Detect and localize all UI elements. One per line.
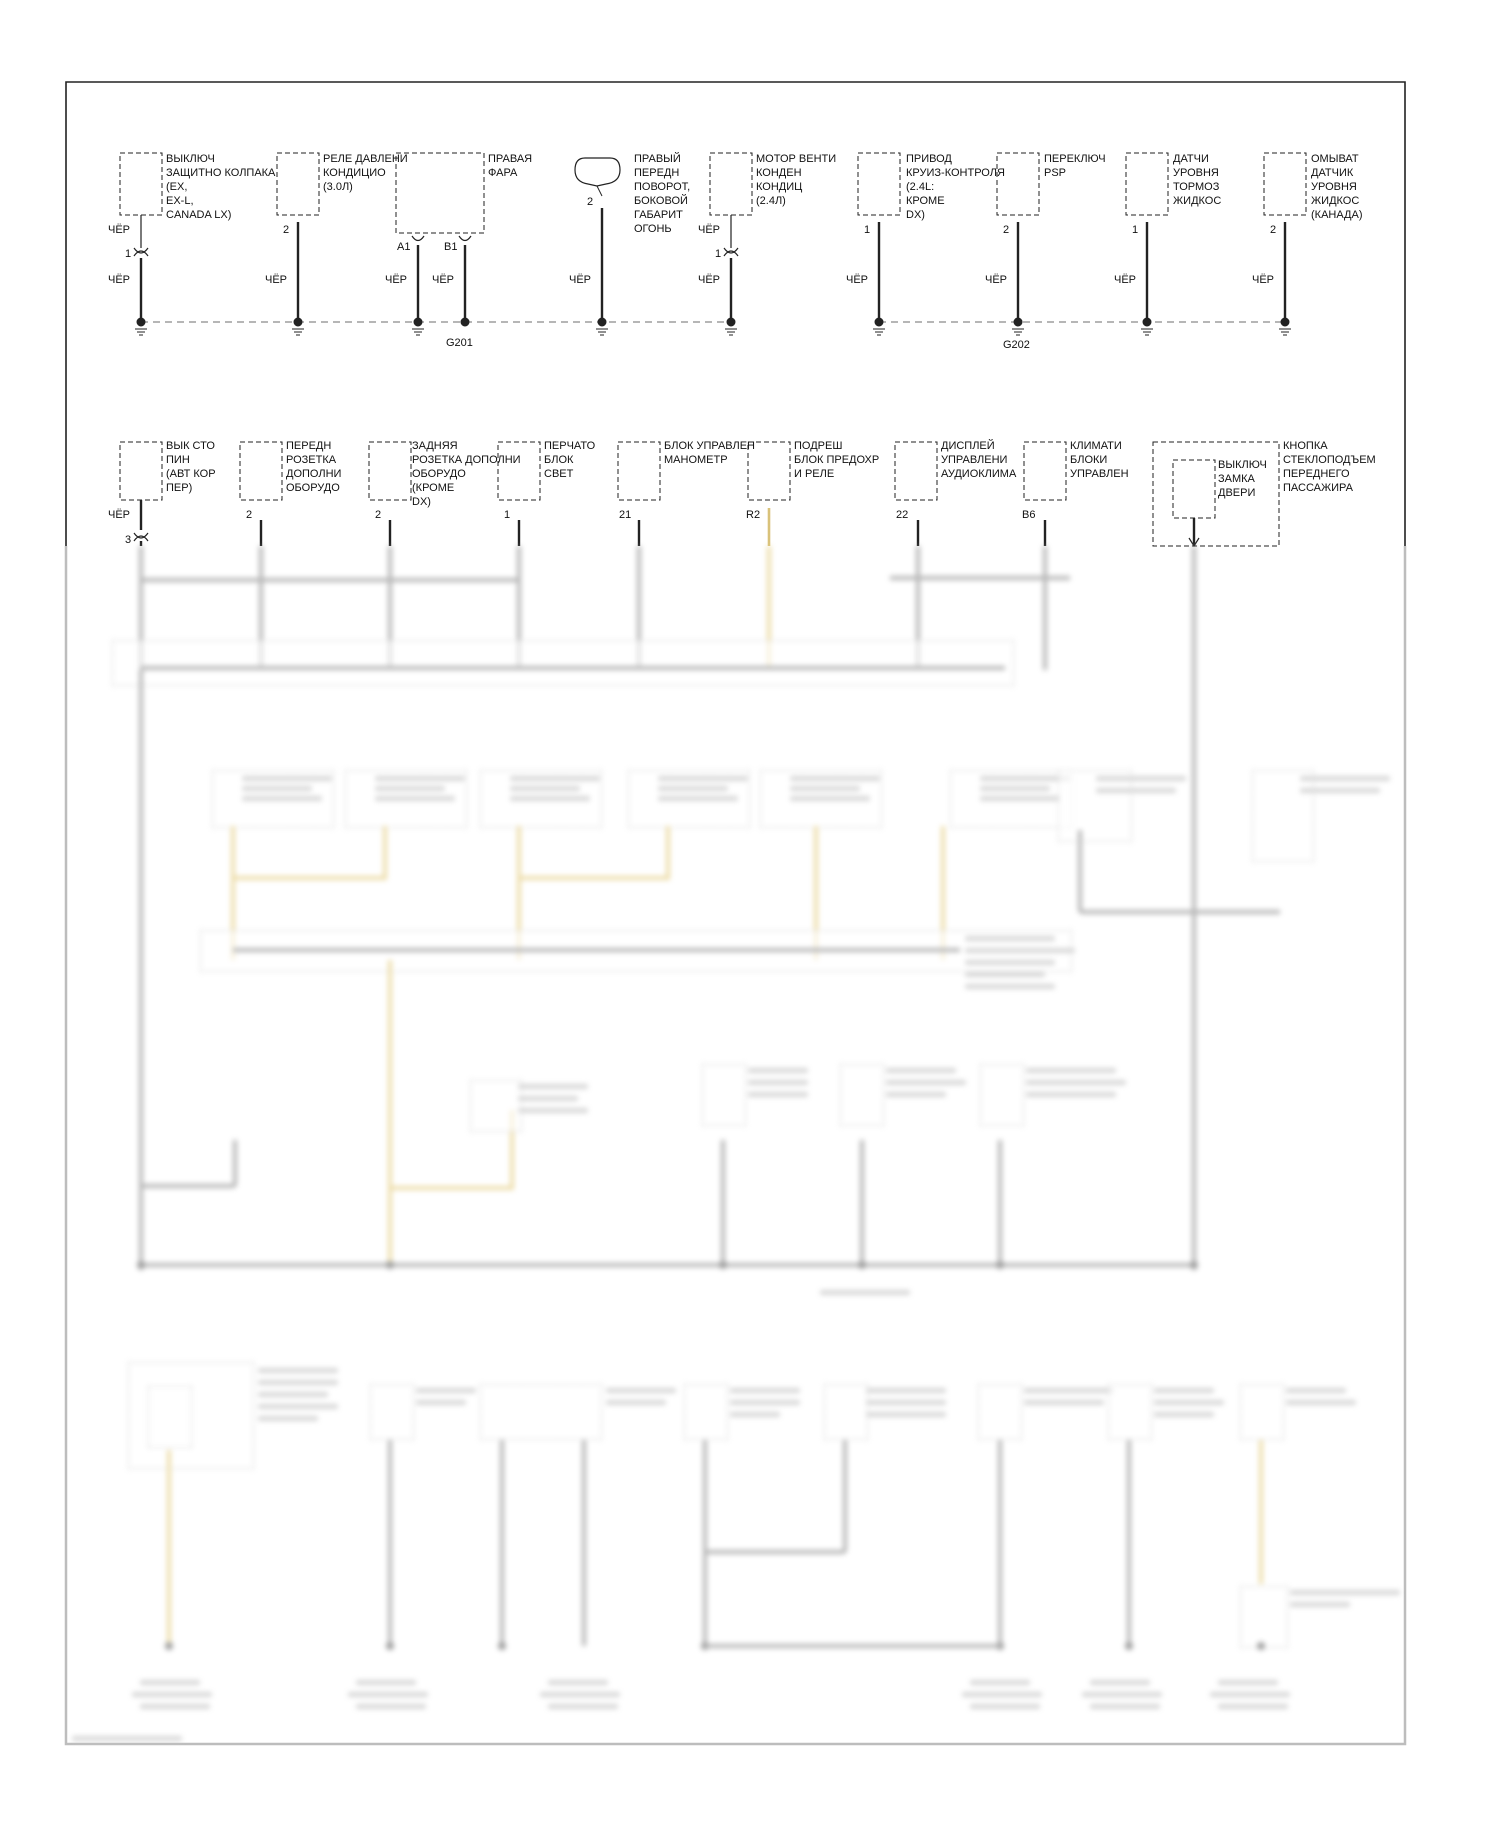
component-label: ПОДРЕШ	[794, 440, 843, 452]
faded-wire	[703, 1440, 707, 1646]
component-label: ПЕРЕДНЕГО	[1283, 468, 1350, 480]
connector-box	[618, 442, 660, 500]
faded-label	[730, 1400, 800, 1405]
faded-label	[658, 796, 738, 801]
pin-number: 1	[1132, 224, 1139, 236]
faded-lower-diagram	[66, 546, 1410, 1758]
row2-forks	[134, 533, 1199, 546]
faded-wire	[233, 1140, 237, 1186]
faded-label	[258, 1404, 338, 1409]
connector-box	[396, 153, 484, 233]
faded-wire	[167, 1450, 171, 1646]
faded-wire	[721, 1140, 725, 1265]
pin-number: 2	[1270, 224, 1277, 236]
faded-label	[1286, 1400, 1356, 1405]
faded-component	[1240, 1586, 1288, 1648]
faded-label	[1210, 1692, 1290, 1697]
faded-label	[1286, 1388, 1346, 1393]
faded-label	[1026, 1092, 1116, 1097]
pin-number: 1	[864, 224, 871, 236]
component-label: (КРОМЕ	[412, 482, 455, 494]
faded-component	[824, 1384, 868, 1440]
component-label: ПЕРЕДН	[286, 440, 332, 452]
faded-label	[965, 972, 1045, 977]
faded-label	[540, 1692, 620, 1697]
faded-label	[510, 796, 590, 801]
pin-number: 1	[125, 248, 132, 260]
component-label: СВЕТ	[544, 468, 574, 480]
wire-color-label: ЧЁР	[432, 274, 455, 286]
component-label: ЗАЩИТНО КОЛПАКА	[166, 167, 276, 179]
connector-box	[858, 153, 900, 215]
connector-box	[277, 153, 319, 215]
faded-wire	[705, 1644, 1000, 1648]
pin-number: 3	[125, 534, 132, 546]
faded-label	[820, 1290, 910, 1295]
faded-label	[1218, 1704, 1288, 1709]
faded-wire	[1259, 1440, 1263, 1584]
pin-number: 1	[715, 248, 722, 260]
faded-wire	[1192, 546, 1196, 1270]
faded-label	[748, 1092, 808, 1097]
component-label: ОГОНЬ	[634, 223, 672, 235]
wire-color-label: ЧЁР	[385, 274, 408, 286]
faded-component	[148, 1386, 192, 1448]
faded-ground	[719, 1261, 727, 1269]
component-label: УПРАВЛЕНИ	[941, 454, 1008, 466]
faded-label	[866, 1388, 946, 1393]
faded-label	[1024, 1400, 1104, 1405]
component-label: АУДИОКЛИМА	[941, 468, 1017, 480]
faded-ground	[1125, 1642, 1133, 1650]
faded-label	[375, 796, 455, 801]
faded-label	[242, 796, 322, 801]
faded-label	[866, 1400, 946, 1405]
component-label: МОТОР ВЕНТИ	[756, 153, 837, 165]
component-label: ТОРМОЗ	[1173, 181, 1220, 193]
component-label: БЛОКИ	[1070, 454, 1108, 466]
faded-label	[748, 1068, 808, 1073]
faded-label	[965, 948, 1075, 953]
component-label: ОМЫВАТ	[1311, 153, 1359, 165]
faded-label	[416, 1400, 466, 1405]
pin-number: A1	[397, 241, 411, 253]
faded-label	[658, 786, 728, 791]
pin-number: B1	[444, 241, 458, 253]
faded-label	[510, 786, 580, 791]
faded-label	[980, 786, 1050, 791]
faded-ground	[386, 1261, 394, 1269]
faded-wire	[582, 1440, 586, 1646]
connector-box	[895, 442, 937, 500]
pin-number: R2	[746, 509, 761, 521]
pin-number: B6	[1022, 509, 1036, 521]
row2-wires	[141, 500, 1194, 546]
faded-label	[510, 776, 600, 781]
faded-ground	[996, 1261, 1004, 1269]
faded-ground	[137, 1261, 145, 1269]
wire-color-label: ЧЁР	[1252, 274, 1275, 286]
faded-label	[980, 776, 1070, 781]
faded-label	[1154, 1400, 1224, 1405]
component-label: И РЕЛЕ	[794, 468, 835, 480]
component-label: БОКОВОЙ	[634, 195, 688, 207]
faded-label	[1096, 776, 1186, 781]
faded-component	[480, 1384, 602, 1440]
faded-label	[1218, 1680, 1278, 1685]
pin-number: 21	[619, 509, 632, 521]
component-label: КОНДЕН	[756, 167, 802, 179]
component-label: СТЕКЛОПОДЪЕМ	[1283, 454, 1376, 466]
component-label: ПЕРЕКЛЮЧ	[1044, 153, 1106, 165]
component-label: УРОВНЯ	[1311, 181, 1357, 193]
component-label: EX-L,	[166, 195, 194, 207]
faded-wire	[141, 1184, 235, 1188]
component-label: ГАБАРИТ	[634, 209, 683, 221]
faded-label	[1090, 1704, 1160, 1709]
faded-wire	[139, 670, 143, 1270]
bulb-stem	[597, 186, 602, 196]
component-label: ПРИВОД	[906, 153, 952, 165]
faded-wire	[998, 1140, 1002, 1265]
faded-label	[375, 786, 445, 791]
faded-wire	[390, 1186, 512, 1190]
component-label: УРОВНЯ	[1173, 167, 1219, 179]
faded-label	[1300, 776, 1390, 781]
wire-color-label: ЧЁР	[1114, 274, 1137, 286]
wire-color-label: ЧЁР	[265, 274, 288, 286]
faded-label	[658, 776, 748, 781]
faded-label	[1290, 1590, 1400, 1595]
component-label: ВЫКЛЮЧ	[1218, 459, 1267, 471]
faded-wire	[141, 1263, 1194, 1267]
faded-wire	[1127, 1440, 1131, 1646]
faded-component	[1252, 770, 1314, 862]
component-label: (3.0Л)	[323, 181, 353, 193]
faded-bus	[112, 640, 1014, 686]
faded-component	[1240, 1384, 1284, 1440]
wire-color-label: ЧЁР	[698, 224, 721, 236]
faded-label	[965, 960, 1055, 965]
wire-color-label: ЧЁР	[108, 224, 131, 236]
component-label: (2.4L:	[906, 181, 935, 193]
connector-box	[369, 442, 411, 500]
component-label: ДИСПЛЕЙ	[941, 440, 995, 452]
faded-label	[518, 1096, 578, 1101]
faded-label	[970, 1680, 1030, 1685]
faded-component	[370, 1384, 414, 1440]
component-label: ПРАВАЯ	[488, 153, 533, 165]
pin-number: 2	[1003, 224, 1010, 236]
faded-label	[970, 1704, 1040, 1709]
faded-label	[1026, 1068, 1116, 1073]
ground-ticks-row1	[135, 329, 1291, 335]
faded-label	[1090, 1680, 1150, 1685]
faded-wire	[998, 1440, 1002, 1646]
component-label: ЗАМКА	[1218, 473, 1255, 485]
faded-label	[790, 796, 870, 801]
faded-label	[886, 1092, 946, 1097]
faded-label	[730, 1412, 780, 1417]
connector-box	[240, 442, 282, 500]
faded-label	[748, 1080, 808, 1085]
faded-label	[1300, 788, 1380, 793]
component-label: КОНДИЦИО	[323, 167, 386, 179]
component-label: БЛОК	[544, 454, 574, 466]
wire-color-label: ЧЁР	[698, 274, 721, 286]
faded-wire	[233, 948, 960, 952]
faded-label	[962, 1692, 1042, 1697]
faded-label	[258, 1392, 328, 1397]
faded-label	[1024, 1388, 1114, 1393]
component-label: ДОПОЛНИ	[286, 468, 342, 480]
faded-wire	[1043, 546, 1047, 670]
faded-component	[840, 1064, 884, 1126]
faded-label	[242, 786, 312, 791]
faded-label	[132, 1692, 212, 1697]
faded-label	[606, 1400, 666, 1405]
component-label: DX)	[906, 209, 925, 221]
wire-color-label: ЧЁР	[108, 274, 131, 286]
faded-wire	[500, 1440, 504, 1646]
faded-label	[416, 1388, 476, 1393]
faded-label	[790, 786, 860, 791]
component-label: ПИН	[166, 454, 190, 466]
faded-label	[348, 1692, 428, 1697]
wire-color-label: ЧЁР	[846, 274, 869, 286]
faded-ground	[498, 1642, 506, 1650]
component-label: РОЗЕТКА ДОПОЛНИ	[412, 454, 521, 466]
connector-box	[997, 153, 1039, 215]
faded-wire	[860, 1140, 864, 1265]
faded-ground	[386, 1642, 394, 1650]
faded-label	[356, 1704, 426, 1709]
faded-label	[790, 776, 880, 781]
component-label: УПРАВЛЕН	[1070, 468, 1129, 480]
component-label: (КАНАДА)	[1311, 209, 1363, 221]
faded-wire	[843, 1440, 847, 1552]
component-label: ДВЕРИ	[1218, 487, 1256, 499]
faded-label	[356, 1680, 416, 1685]
faded-label	[730, 1388, 800, 1393]
faded-wire	[388, 1440, 392, 1646]
connector-box	[1024, 442, 1066, 500]
component-label: ОБОРУДО	[286, 482, 340, 494]
faded-wire	[890, 576, 1070, 580]
component-label: БЛОК УПРАВЛЕН	[664, 440, 756, 452]
component-label: КЛИМАТИ	[1070, 440, 1122, 452]
faded-wire	[141, 578, 519, 582]
faded-label	[140, 1704, 210, 1709]
connector-box-inner	[1173, 460, 1215, 518]
component-label: DX)	[412, 496, 431, 508]
component-label: ПЕР)	[166, 482, 193, 494]
component-label: ПЕРЧАТО	[544, 440, 596, 452]
component-label: (АВТ КОР	[166, 468, 216, 480]
faded-wire	[141, 666, 1005, 670]
faded-label	[886, 1080, 966, 1085]
faded-wire	[705, 1550, 845, 1554]
wire-color-label: ЧЁР	[108, 509, 131, 521]
faded-wire	[388, 960, 392, 1265]
component-label: ДАТЧИ	[1173, 153, 1209, 165]
component-label: РОЗЕТКА	[286, 454, 337, 466]
connector-box	[120, 153, 162, 215]
component-label: ПАССАЖИРА	[1283, 482, 1353, 494]
ground-label-g202: G202	[1003, 339, 1030, 351]
component-label: МАНОМЕТР	[664, 454, 728, 466]
connector-box	[498, 442, 540, 500]
faded-component	[978, 1384, 1022, 1440]
component-label: PSP	[1044, 167, 1067, 179]
connector-box	[120, 442, 162, 500]
faded-component	[702, 1064, 746, 1126]
pin-number: 22	[896, 509, 909, 521]
faded-label	[886, 1068, 956, 1073]
faded-component	[980, 1064, 1024, 1126]
wire-color-label: ЧЁР	[985, 274, 1008, 286]
component-label: БЛОК ПРЕДОХР	[794, 454, 880, 466]
faded-label	[1082, 1692, 1162, 1697]
component-label: ФАРА	[488, 167, 518, 179]
component-label: (EX,	[166, 181, 188, 193]
connector-box	[710, 153, 752, 215]
faded-label	[518, 1084, 588, 1089]
component-label: РЕЛЕ ДАВЛЕНИ	[323, 153, 408, 165]
pin-number: 2	[587, 196, 594, 208]
faded-label	[258, 1416, 318, 1421]
faded-wire	[519, 876, 668, 880]
component-label: КНОПКА	[1283, 440, 1328, 452]
component-label: ПЕРЕДН	[634, 167, 680, 179]
faded-wire	[666, 826, 670, 880]
faded-label	[965, 936, 1055, 941]
faded-label	[606, 1388, 676, 1393]
component-label: ЗАДНЯЯ	[412, 440, 458, 452]
pin-number: 2	[283, 224, 290, 236]
component-label: ПОВОРОТ,	[634, 181, 691, 193]
component-label: ДАТЧИК	[1311, 167, 1354, 179]
connector-box	[1126, 153, 1168, 215]
faded-wire	[1078, 830, 1082, 912]
faded-component	[470, 1080, 522, 1132]
faded-component	[1108, 1384, 1152, 1440]
faded-label	[1026, 1080, 1126, 1085]
faded-label	[1154, 1412, 1214, 1417]
pin-number: 2	[375, 509, 382, 521]
faded-ground	[858, 1261, 866, 1269]
faded-label	[242, 776, 332, 781]
faded-ground	[1190, 1261, 1198, 1269]
wire-color-label: ЧЁР	[569, 274, 592, 286]
bulb-icon	[575, 158, 620, 186]
faded-label	[980, 796, 1060, 801]
row1-connectors	[120, 153, 1306, 233]
component-label: КОНДИЦ	[756, 181, 803, 193]
faded-label	[1154, 1388, 1214, 1393]
faded-label	[258, 1368, 338, 1373]
faded-component	[684, 1384, 728, 1440]
faded-label	[1290, 1602, 1350, 1607]
faded-label	[548, 1704, 618, 1709]
pin-number: 2	[246, 509, 253, 521]
faded-wire	[1080, 910, 1280, 914]
connector-box	[1264, 153, 1306, 215]
faded-label	[258, 1380, 338, 1385]
faded-label	[140, 1680, 200, 1685]
faded-wire	[383, 826, 387, 880]
component-label: ОБОРУДО	[412, 468, 466, 480]
faded-label	[965, 984, 1055, 989]
faded-label	[375, 776, 465, 781]
faded-label	[72, 1736, 182, 1741]
component-label: ПРАВЫЙ	[634, 153, 681, 165]
component-label: CANADA LX)	[166, 209, 232, 221]
pin-number: 1	[504, 509, 511, 521]
component-label: (2.4Л)	[756, 195, 786, 207]
faded-label	[1096, 788, 1176, 793]
faded-label	[518, 1108, 588, 1113]
faded-ground	[1257, 1642, 1265, 1650]
component-label: ВЫК СТО	[166, 440, 215, 452]
faded-ground	[165, 1642, 173, 1650]
component-label: ЖИДКОС	[1173, 195, 1222, 207]
component-label: ВЫКЛЮЧ	[166, 153, 215, 165]
component-label: КРОМЕ	[906, 195, 945, 207]
component-label: ЖИДКОС	[1311, 195, 1360, 207]
faded-label	[866, 1412, 946, 1417]
ground-label-g201: G201	[446, 337, 473, 349]
component-label: КРУИЗ-КОНТРОЛЯ	[906, 167, 1005, 179]
faded-label	[548, 1680, 608, 1685]
faded-wire	[233, 876, 385, 880]
